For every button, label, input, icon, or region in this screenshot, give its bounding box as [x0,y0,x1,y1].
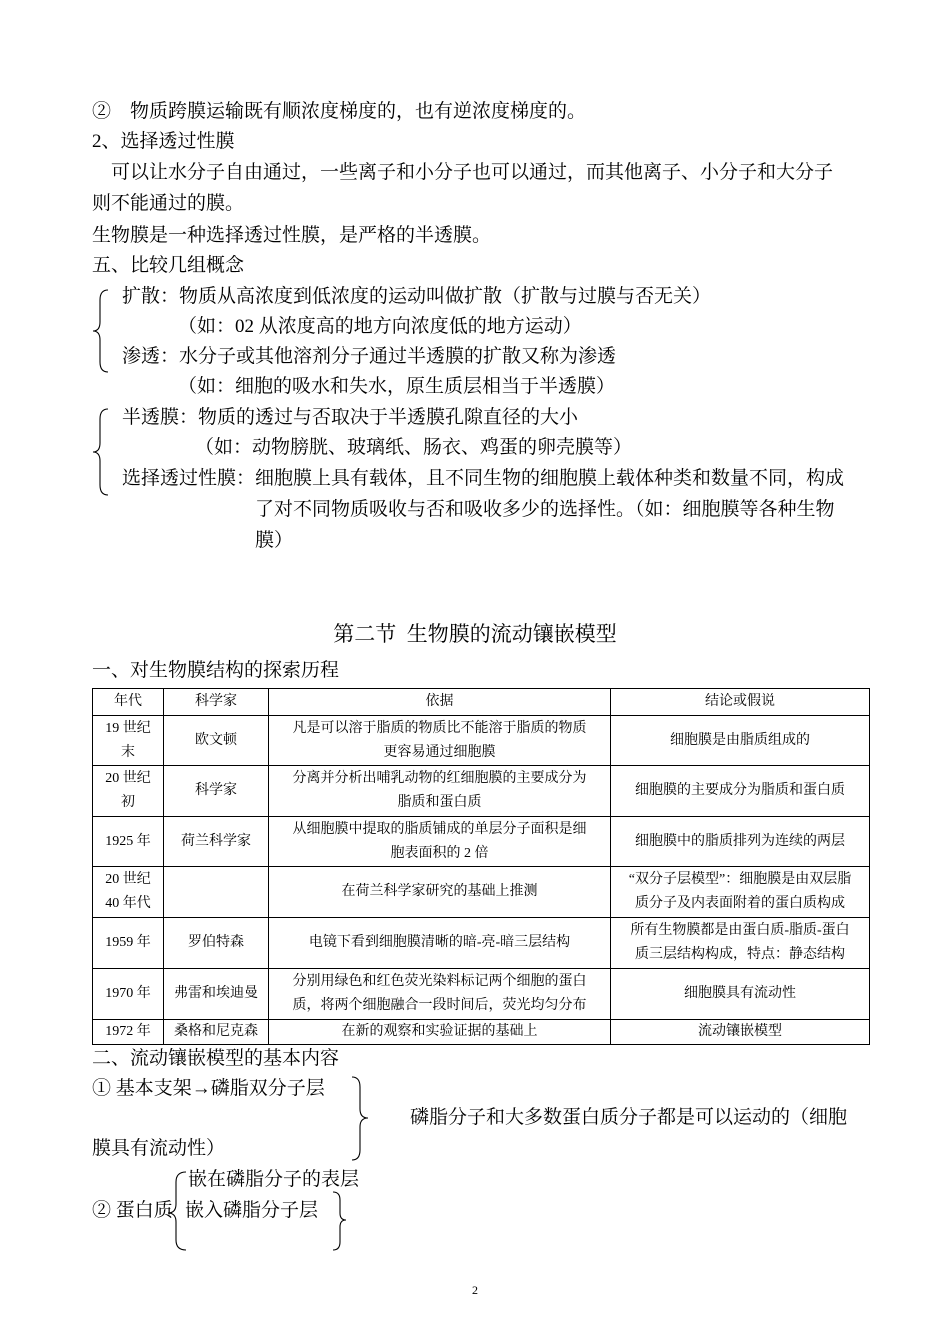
table-cell-evidence: 分别用绿色和红色荧光染料标记两个细胞的蛋白 质，将两个细胞融合一段时间后，荧光均匀分布 [269,969,611,1020]
selective-definition-line-2: 了对不同物质吸收与否和吸收多少的选择性。（如：细胞膜等各种生物 [255,499,835,520]
model-heading: 二、流动镶嵌模型的基本内容 [92,1048,340,1069]
table-header-conclusion: 结论或假说 [611,689,870,716]
table-cell-period: 1925 年 [93,817,164,867]
history-table [92,688,870,1045]
table-row [93,1020,870,1045]
model-item-1: ① 基本支架→磷脂双分子层 [92,1078,325,1099]
osmosis-example: （如：细胞的吸水和失水，原生质层相当于半透膜） [178,376,616,397]
compare-concepts-heading: 五、比较几组概念 [92,255,245,276]
table-row [93,867,870,918]
table-cell-period: 20 世纪 初 [93,766,164,817]
table-cell-evidence: 凡是可以溶于脂质的物质比不能溶于脂质的物质 更容易通过细胞膜 [269,716,611,766]
table-cell-period: 1959 年 [93,918,164,969]
left-brace-membrane-types [93,409,108,495]
table-cell-period: 20 世纪 40 年代 [93,867,164,918]
selective-membrane-para-line-2: 则不能通过的膜。 [92,193,245,214]
table-cell-period: 1972 年 [93,1020,164,1045]
selective-definition-line-3: 膜） [255,530,294,551]
table-row [93,817,870,867]
osmosis-definition: 渗透：水分子或其他溶剂分子通过半透膜的扩散又称为渗透 [122,346,617,367]
page-number: 2 [472,1283,478,1297]
table-header-period: 年代 [93,689,164,716]
table-cell-conclusion: 细胞膜中的脂质排列为连续的两层 [611,817,870,867]
table-cell-scientist [164,867,269,918]
table-cell-scientist: 桑格和尼克森 [164,1020,269,1045]
table-cell-scientist: 荷兰科学家 [164,817,269,867]
section-title: 第二节 生物膜的流动镶嵌模型 [333,622,617,646]
table-header-scientist: 科学家 [164,689,269,716]
diffusion-definition: 扩散：物质从高浓度到低浓度的运动叫做扩散（扩散与过膜与否无关） [122,286,712,307]
table-cell-conclusion: 所有生物膜都是由蛋白质-脂质-蛋白 质三层结构构成，特点：静态结构 [611,918,870,969]
left-brace-diffusion-osmosis [93,290,108,372]
history-heading: 一、对生物膜结构的探索历程 [92,660,340,681]
table-cell-conclusion: 细胞膜的主要成分为脂质和蛋白质 [611,766,870,817]
transport-gradient-note: ② 物质跨膜运输既有顺浓度梯度的，也有逆浓度梯度的。 [92,101,587,122]
table-cell-evidence: 在荷兰科学家研究的基础上推测 [269,867,611,918]
model-fluidity-note-line-2: 膜具有流动性） [92,1138,226,1159]
table-cell-scientist: 弗雷和埃迪曼 [164,969,269,1020]
table-cell-scientist: 科学家 [164,766,269,817]
table-row [93,969,870,1020]
model-item-2-option-2: 嵌入磷脂分子层 [185,1200,319,1221]
table-cell-scientist: 欧文顿 [164,716,269,766]
table-cell-conclusion: “双分子层模型”：细胞膜是由双层脂 质分子及内表面附着的蛋白质构成 [611,867,870,918]
table-cell-evidence: 分离并分析出哺乳动物的红细胞膜的主要成分为 脂质和蛋白质 [269,766,611,817]
table-cell-period: 19 世纪 末 [93,716,164,766]
table-cell-evidence: 电镜下看到细胞膜清晰的暗-亮-暗三层结构 [269,918,611,969]
table-row [93,716,870,766]
right-brace-protein [333,1192,346,1250]
selective-membrane-heading: 2、选择透过性膜 [92,131,235,152]
selective-membrane-para-line-1: 可以让水分子自由通过，一些离子和小分子也可以通过，而其他离子、小分子和大分子 [111,162,834,183]
model-item-2-label: ② 蛋白质 [92,1200,173,1221]
table-row [93,766,870,817]
diffusion-example: （如：02 从浓度高的地方向浓度低的地方运动） [178,316,582,337]
table-cell-evidence: 从细胞膜中提取的脂质铺成的单层分子面积是细 胞表面积的 2 倍 [269,817,611,867]
table-cell-period: 1970 年 [93,969,164,1020]
table-cell-scientist: 罗伯特森 [164,918,269,969]
table-header-evidence: 依据 [269,689,611,716]
table-cell-conclusion: 流动镶嵌模型 [611,1020,870,1045]
table-cell-conclusion: 细胞膜具有流动性 [611,969,870,1020]
semipermeable-definition: 半透膜：物质的透过与否取决于半透膜孔隙直径的大小 [122,407,579,428]
selective-definition-line-1: 选择透过性膜：细胞膜上具有载体，且不同生物的细胞膜上载体种类和数量不同，构成 [122,468,845,489]
table-row [93,918,870,969]
semipermeable-example: （如：动物膀胱、玻璃纸、肠衣、鸡蛋的卵壳膜等） [195,437,633,458]
table-cell-conclusion: 细胞膜是由脂质组成的 [611,716,870,766]
model-fluidity-note-line-1: 磷脂分子和大多数蛋白质分子都是可以运动的（细胞 [410,1107,848,1128]
model-item-2-option-1: 嵌在磷脂分子的表层 [188,1169,360,1190]
right-brace-fluidity [352,1077,368,1160]
table-header-row [93,689,870,716]
biomembrane-statement: 生物膜是一种选择透过性膜，是严格的半透膜。 [92,225,492,246]
table-cell-evidence: 在新的观察和实验证据的基础上 [269,1020,611,1045]
